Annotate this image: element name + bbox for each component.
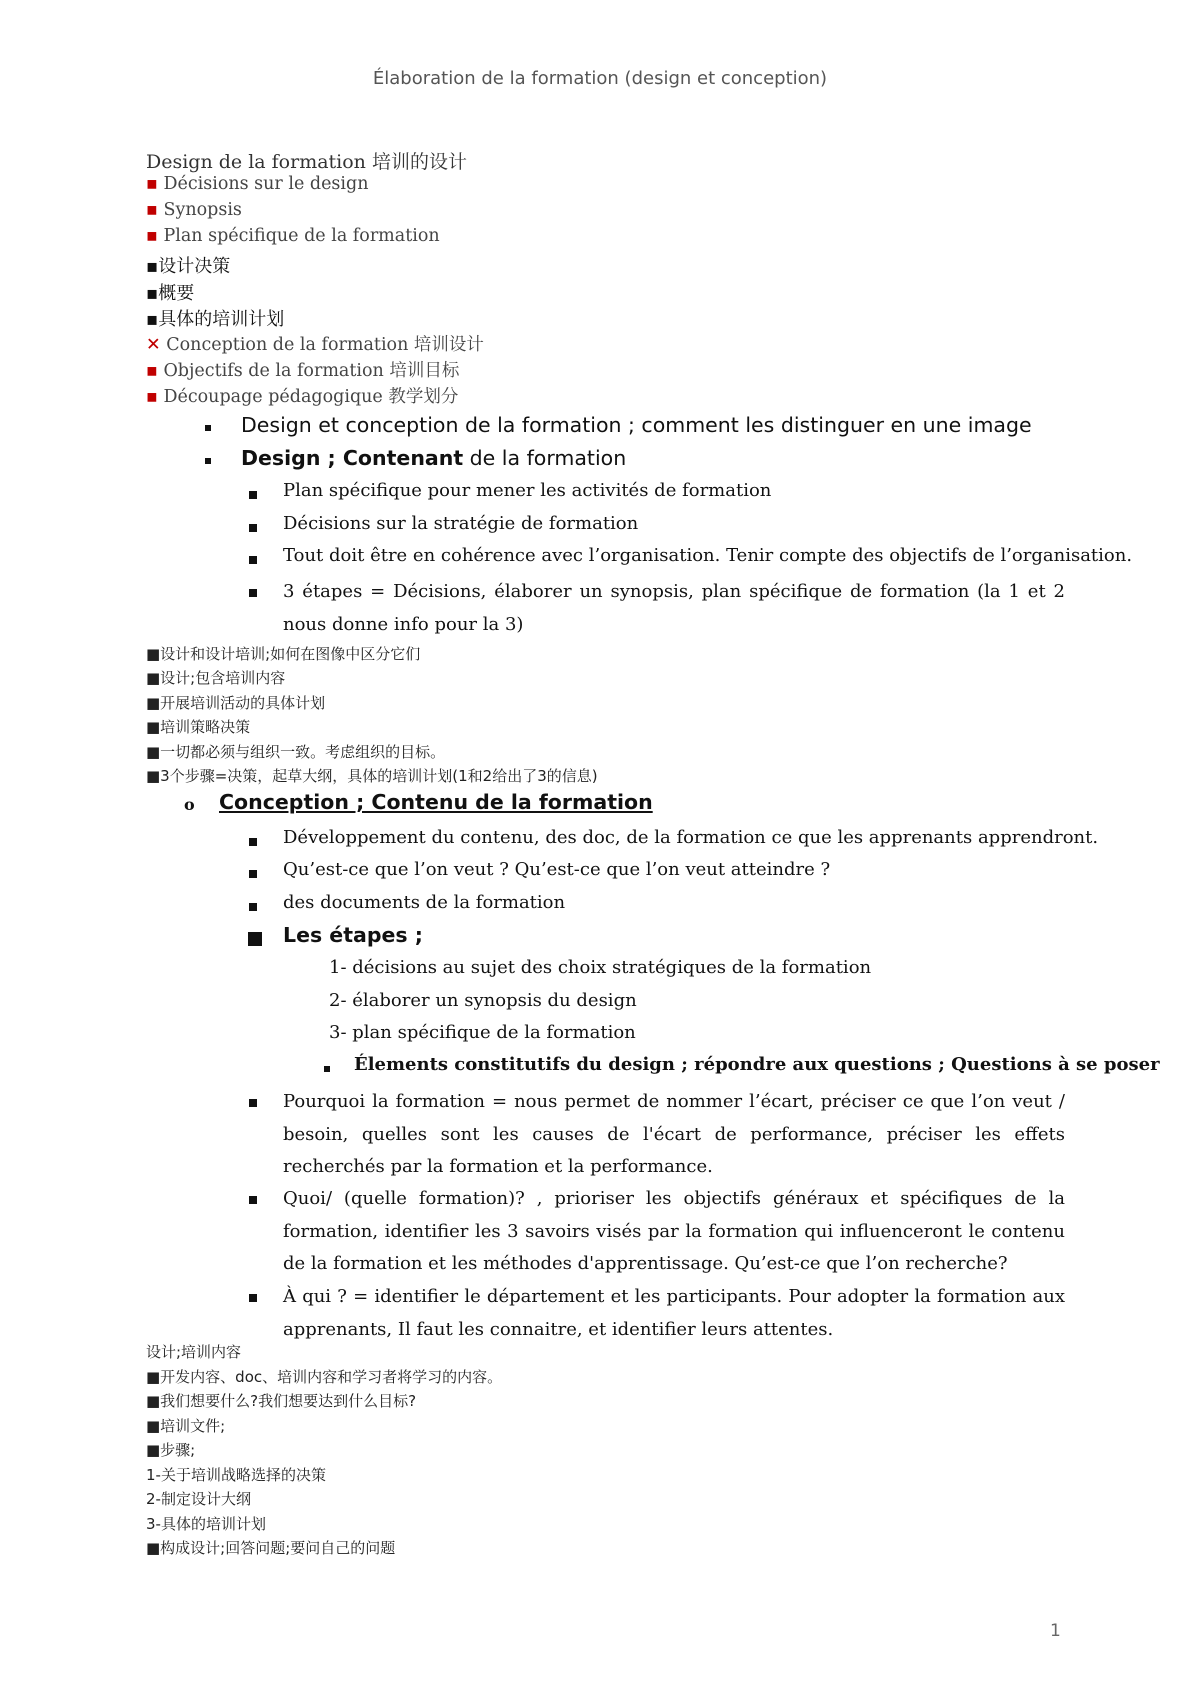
zh-line: 2-制定设计大纲 [146, 1490, 251, 1508]
zh-line: 3-具体的培训计划 [146, 1515, 266, 1533]
list-item: Développement du contenu, des doc, de la formation ce que les apprenants apprendront. [283, 827, 1099, 848]
bullet-icon [249, 589, 257, 597]
bullet-icon [249, 838, 257, 846]
list-item: Décisions sur la stratégie de formation [283, 513, 639, 534]
bullet-icon: ▪ [146, 387, 158, 407]
list-item: ▪ Synopsis [146, 200, 242, 220]
zh-line: ■3个步骤=决策，起草大纲，具体的培训计划(1和2给出了3的信息) [146, 767, 598, 785]
heading-conception: Conception ; Contenu de la formation [219, 790, 653, 814]
list-item: Qu’est-ce que l’on veut ? Qu’est-ce que l’on veut atteindre ? [283, 859, 831, 880]
heading-design-conception: Design et conception de la formation ; comment les distinguer en une image [241, 413, 1032, 437]
heading-elements: Élements constitutifs du design ; répondre aux questions ; Questions à se poser [354, 1054, 1160, 1075]
list-item: des documents de la formation [283, 892, 566, 913]
heading-design-contenant: Design ; Contenant de la formation [241, 446, 627, 470]
step-item: 1- décisions au sujet des choix stratégiques de la formation [329, 957, 872, 978]
list-item: Tout doit être en cohérence avec l’organisation. Tenir compte des objectifs de l’organisation. [283, 545, 1133, 566]
section-title-design: Design de la formation 培训的设计 [146, 151, 467, 173]
question-item: Quoi/ (quelle formation)? , prioriser les objectifs généraux et spécifiques de la formation, identifier les 3 savoirs visés par la formation qui influenceront le contenu de la formation et les méthodes d'apprentissage. Qu’est-ce que l’on recherche? [283, 1188, 1065, 1274]
step-item: 2- élaborer un synopsis du design [329, 990, 637, 1011]
zh-line: ■我们想要什么?我们想要达到什么目标? [146, 1392, 417, 1410]
outline-marker: o [184, 795, 195, 814]
zh-line: ■设计和设计培训;如何在图像中区分它们 [146, 645, 421, 663]
bullet-icon: ▪ [146, 174, 158, 194]
list-item-zh: ▪设计决策 [146, 256, 231, 277]
question-item: Pourquoi la formation = nous permet de nommer l’écart, préciser ce que l’on veut / besoin, quelles sont les causes de l'écart de performance, préciser les effets recherchés par la formation et la performance. [283, 1091, 1065, 1177]
zh-line: ■培训文件; [146, 1417, 226, 1435]
cross-icon: ✕ [146, 335, 161, 355]
zh-line: ■设计;包含培训内容 [146, 669, 286, 687]
list-item-zh: ▪概要 [146, 283, 195, 304]
bullet-icon [324, 1066, 330, 1072]
question-item: À qui ? = identifier le département et les participants. Pour adopter la formation aux apprenants, Il faut les connaitre, et identifier leurs attentes. [283, 1286, 1065, 1340]
zh-line: ■开发内容、doc、培训内容和学习者将学习的内容。 [146, 1368, 503, 1386]
bullet-icon [248, 932, 262, 946]
step-item: 3- plan spécifique de la formation [329, 1022, 636, 1043]
zh-line: ■培训策略决策 [146, 718, 251, 736]
zh-line: 设计;培训内容 [146, 1343, 242, 1361]
page-number: 1 [1050, 1621, 1061, 1641]
bullet-icon [249, 1099, 257, 1107]
bullet-icon: ▪ [146, 361, 158, 381]
bullet-icon [249, 556, 257, 564]
zh-line: ■构成设计;回答问题;要问自己的问题 [146, 1539, 396, 1557]
bullet-icon [249, 1294, 257, 1302]
zh-line: ■步骤; [146, 1441, 196, 1459]
list-item: 3 étapes = Décisions, élaborer un synopsis, plan spécifique de formation (la 1 et 2 nous donne info pour la 3) [283, 581, 1065, 635]
bullet-icon [249, 903, 257, 911]
bullet-icon [249, 524, 257, 532]
bullet-icon [205, 425, 211, 431]
zh-line: 1-关于培训战略选择的决策 [146, 1466, 326, 1484]
list-item: ▪ Objectifs de la formation 培训目标 [146, 361, 460, 381]
list-item: ▪ Découpage pédagogique 教学划分 [146, 387, 459, 407]
list-item: ▪ Plan spécifique de la formation [146, 226, 440, 246]
bullet-icon [249, 870, 257, 878]
list-item: ▪ Décisions sur le design [146, 174, 369, 194]
bullet-icon: ▪ [146, 226, 158, 246]
bullet-icon [205, 458, 211, 464]
page-header: Élaboration de la formation (design et conception) [372, 68, 828, 89]
bullet-icon [249, 1196, 257, 1204]
list-item-zh: ▪具体的培训计划 [146, 309, 285, 330]
bullet-icon: ▪ [146, 200, 158, 220]
heading-etapes: Les étapes ; [283, 923, 423, 947]
zh-line: ■开展培训活动的具体计划 [146, 694, 326, 712]
list-item: Plan spécifique pour mener les activités de formation [283, 480, 772, 501]
zh-line: ■一切都必须与组织一致。考虑组织的目标。 [146, 743, 446, 761]
list-item: ✕ Conception de la formation 培训设计 [146, 335, 484, 355]
bullet-icon [249, 491, 257, 499]
